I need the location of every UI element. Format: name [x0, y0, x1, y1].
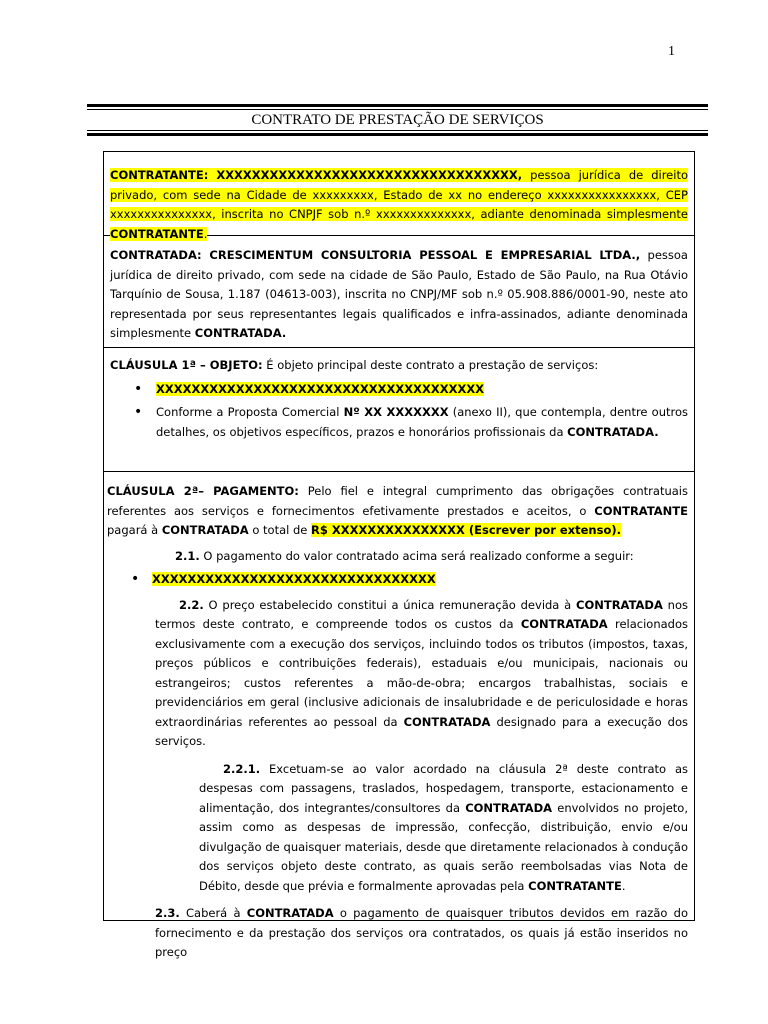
contratada-label: CONTRATADA: CRESCIMENTUM CONSULTORIA PESSOAL E EMPRESARIAL LTDA., [110, 248, 641, 262]
contratante-tail: CONTRATANTE [110, 226, 204, 241]
list-item [110, 403, 688, 442]
clausula2-2-1-d: CONTRATANTE [528, 878, 622, 893]
clausula2-2-1 [107, 760, 688, 897]
document-title: CONTRATO DE PRESTAÇÃO DE SERVIÇOS [251, 112, 544, 128]
clausula2-3-c: o pagamento de quaisquer tributos devidos em razão do fornecimento e da prestação dos serviços ora contratados, os quais já estão inseridos no preço [155, 906, 688, 959]
clausula1-list [110, 380, 688, 443]
list-item [107, 570, 688, 590]
clausula2-3-b: CONTRATADA [246, 906, 334, 920]
clausula2-contratante: CONTRATANTE [594, 503, 688, 518]
list-item [110, 380, 688, 400]
contratante-text: pessoa jurídica de direito privado, com sede na Cidade de xxxxxxxxx, Estado de xx no endereço xxxxxxxxxxxxxxxx, CEP xxxxxxxxxxxxxxx, inscrita no CNPJF sob n.º xxxxxxxxxxxxxx, adiante denominada simplesmente [110, 168, 689, 221]
clausula2-cell [104, 472, 694, 959]
clausula2-1-num: 2.1. [175, 548, 200, 563]
clausula2-2-e: relacionados exclusivamente com a execução dos serviços, incluindo todos os tributos (impostos, taxas, preços públicos e contribuições federais), estaduais e/ou municipais, nacionais ou estrangeiros; custos referentes a mão-de-obra; encargos trabalhistas, sociais e previdenciários em geral (inclusive adicionais de insalubridade e de periculosidade e horas extraordinárias referentes ao pessoal da [155, 617, 688, 729]
clausula2-3-a: Caberá à [179, 906, 247, 920]
clausula2-contratada: CONTRATADA [161, 523, 249, 537]
clausula2-3-paragraph [155, 904, 688, 963]
clausula2-text-a: Pelo fiel e integral cumprimento das obrigações contratuais referentes aos serviços e fornecimentos efetivamente prestados e aceitos, o [107, 484, 688, 518]
clausula1-heading [110, 356, 688, 376]
clausula2-3 [107, 904, 688, 963]
clausula1-bullet2-d: CONTRATADA. [567, 424, 659, 439]
clausula2-2-1-a: Excetuam-se ao valor acordado na cláusula 2ª deste contrato as despesas com passagens, traslados, hospedagem, transporte, estacionamento e alimentação, dos integrantes/consultores da [199, 761, 688, 815]
clausula2-2 [107, 596, 688, 752]
clausula2-text-b: pagará à [107, 523, 162, 537]
clausula1-label: CLÁUSULA 1ª – OBJETO: [110, 358, 263, 372]
proposal-number: Nº XX XXXXXXX [343, 405, 449, 419]
clausula1-text: É objeto principal deste contrato a prestação de serviços: [262, 358, 599, 372]
contratada-tail: CONTRATADA. [194, 326, 287, 340]
clausula2-2-1-paragraph [199, 760, 688, 897]
contratante-paragraph [110, 166, 688, 244]
contratada-paragraph [110, 246, 688, 344]
contratante-end: . [203, 226, 208, 241]
clausula2-label: CLÁUSULA 2ª– PAGAMENTO: [107, 484, 299, 498]
clausula2-heading [107, 482, 688, 541]
clausula1-bullet2-a: Conforme a Proposta Comercial [156, 405, 344, 419]
page-number: 1 [668, 44, 675, 59]
contratante-cell [104, 152, 694, 241]
clausula2-2-num: 2.2. [179, 597, 204, 612]
clausula2-1-bullet: XXXXXXXXXXXXXXXXXXXXXXXXXXXXXXXX [152, 572, 436, 586]
clausula2-2-g: designado para a execução dos serviços. [155, 714, 688, 748]
clausula2-1 [107, 547, 688, 567]
clausula2-2-a: O preço estabelecido constitui a única remuneração devida à [203, 597, 577, 612]
clausula2-text-c: o total de [248, 523, 312, 537]
contract-table [103, 151, 695, 959]
clausula2-2-b: CONTRATADA [576, 597, 663, 612]
clausula2-2-c: nos termos deste contrato, e compreende todos os custos da [155, 597, 688, 631]
clausula2-2-d: CONTRATADA [520, 617, 608, 631]
contratada-text: pessoa jurídica de direito privado, com sede na cidade de São Paulo, Estado de São Paulo, na Rua Otávio Tarquínio de Sousa, 1.187 (04613-003), inscrita no CNPJ/MF sob n.º 05.908.886/0001-90, neste ato representada por seus representantes legais qualificados e infra-assinados, adiante denominada simplesmente [110, 248, 688, 340]
title-rule-bottom [87, 130, 708, 136]
valor-total: R$ XXXXXXXXXXXXXXX (Escrever por extenso). [311, 523, 621, 537]
clausula1-cell [104, 348, 694, 472]
clausula2-1-text: O pagamento do valor contratado acima será realizado conforme a seguir: [199, 548, 634, 563]
clausula1-bullet1: XXXXXXXXXXXXXXXXXXXXXXXXXXXXXXXXXXXXX [156, 381, 485, 396]
clausula2-2-paragraph [155, 596, 688, 752]
clausula2-3-num: 2.3. [155, 906, 180, 920]
clausula2-2-1-b: CONTRATADA [465, 800, 553, 815]
contratada-cell [104, 236, 694, 348]
clausula2-2-1-c: envolvidos no projeto, assim como as despesas de impressão, confecção, distribuição, envio e/ou divulgação de quaisquer materiais, desde que diretamente relacionados à condução dos serviços objeto deste contrato, as quais serão reembolsadas vias Nota de Débito, desde que prévia e formalmente aprovadas pela [199, 800, 688, 893]
clausula2-2-1-e: . [621, 878, 626, 893]
clausula2-2-f: CONTRATADA [403, 714, 491, 729]
clausula1-bullet2-c: (anexo II), que contempla, dentre outros detalhes, os objetivos específicos, prazos e honorários profissionais da [156, 405, 688, 439]
clausula2-2-1-num: 2.2.1. [223, 761, 261, 776]
contratante-label: CONTRATANTE: [110, 168, 209, 182]
contratante-name: XXXXXXXXXXXXXXXXXXXXXXXXXXXXXXXXXX, [216, 168, 523, 182]
